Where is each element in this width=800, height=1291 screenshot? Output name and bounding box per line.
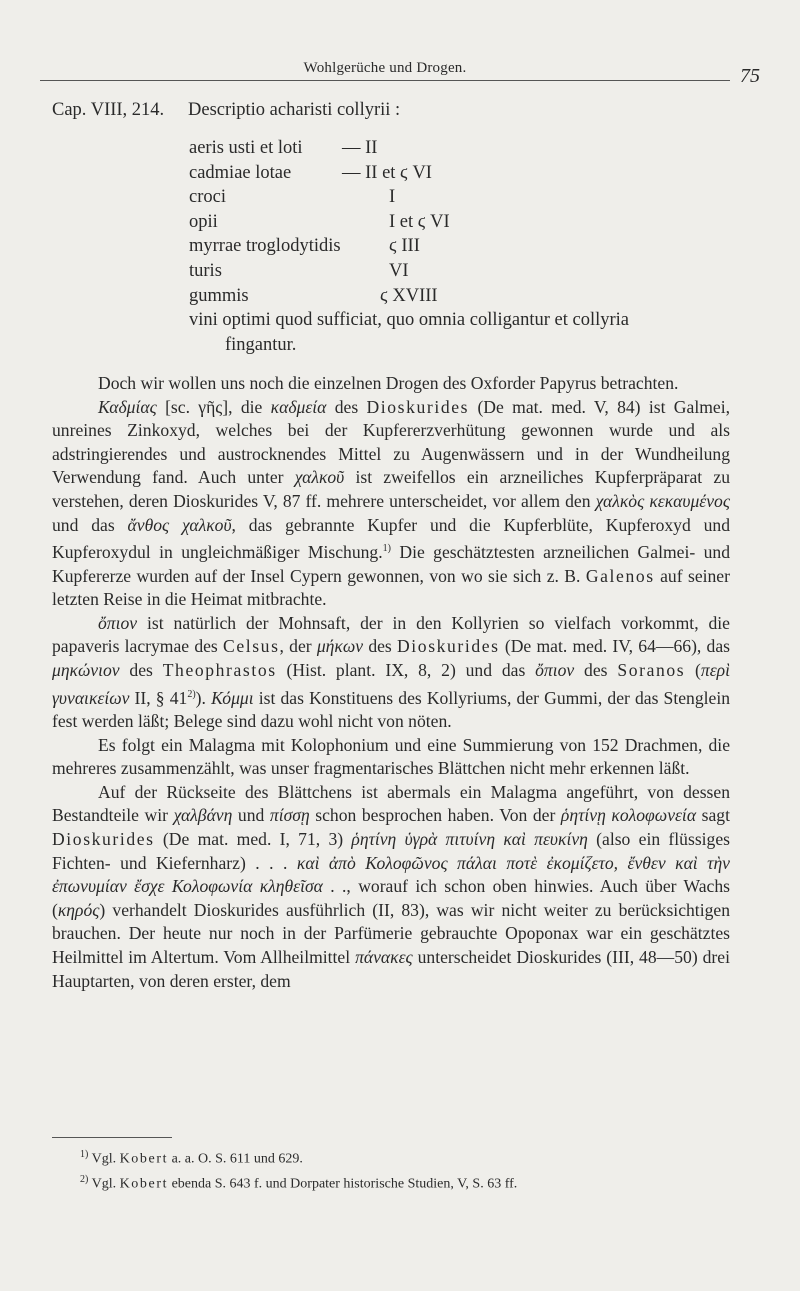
page-number: 75 <box>740 65 760 87</box>
ingredient: myrrae troglodytidis <box>189 236 341 257</box>
greek-term: ἄνθος χαλκοῦ <box>127 514 232 535</box>
greek-term: χαλκοῦ <box>294 467 345 488</box>
recipe-row <box>189 136 729 161</box>
text: ). <box>195 687 212 708</box>
recipe-row <box>189 284 729 309</box>
author-name: Dioskurides <box>366 396 470 417</box>
recipe-instruction-line: fingantur. <box>225 334 297 355</box>
text: und <box>232 805 270 826</box>
text: II, § 41 <box>129 687 188 708</box>
amount: ϛ XVIII <box>380 285 438 306</box>
paragraph: Doch wir wollen uns noch die einzelnen Drogen des Oxforder Papyrus betrachten. <box>98 373 679 393</box>
greek-term: πίσσῃ <box>269 805 310 826</box>
greek-term: περὶ γυναικείων <box>52 659 731 708</box>
paragraph <box>52 396 730 612</box>
ingredient: turis <box>189 260 222 281</box>
chapter-reference <box>52 100 400 121</box>
greek-term: χαλβάνη <box>173 805 233 826</box>
recipe-row <box>189 210 729 235</box>
author-name: Dioskurides <box>52 829 155 849</box>
text: . ., worauf ich schon oben hinwies. Auch über Wachs ( <box>52 876 730 920</box>
footnote-mark: 1) <box>80 1149 89 1160</box>
author-name: Kobert <box>119 1176 169 1192</box>
text: ( <box>685 659 701 680</box>
running-head <box>40 60 760 87</box>
text: des <box>574 659 618 680</box>
footnote-mark: 2) <box>80 1173 89 1185</box>
greek-term: πάνακες <box>355 946 413 967</box>
greek-quotation: καὶ ἀπὸ Κολοφῶνος πάλαι ποτὲ ἐκομίζετο, ἔνθεν καὶ τὴν ἐπωνυμίαν ἔσχε Κολοφωνία κληθεῖσα <box>52 852 730 897</box>
text: unterscheidet Dioskurides (III, 48—50) drei Hauptarten, von deren erster, dem <box>52 946 730 991</box>
recipe-row <box>189 185 729 210</box>
recipe-list <box>189 136 729 357</box>
recipe-row <box>189 259 729 284</box>
text: des <box>326 396 367 417</box>
text: sagt <box>696 805 730 826</box>
author-name: Soranos <box>617 659 686 680</box>
text: schon besprochen haben. Von der <box>309 805 561 826</box>
paragraph <box>52 781 730 993</box>
recipe-instruction-line: vini optimi quod sufficiat, quo omnia colligantur et collyria <box>189 310 629 331</box>
greek-term: καδμεία <box>270 396 327 417</box>
text: ist natürlich der Mohnsaft, der in den Kollyrien so vielfach vorkommt, die papaveris lacrymae des <box>52 612 730 657</box>
text: a. a. O. S. 611 und 629. <box>168 1151 303 1167</box>
text: auf seiner letzten Reise in die Heimat mitbrachte. <box>52 565 730 610</box>
text: (De mat. med. V, 84) ist Galmei, unreines Zinkoxyd, welches bei der Kupfererzverhütung gewonnen wurde und als adstringierendes und austrocknendes Mittel zu Augenwässern und in der Wundheilung Verwendung fand. Auch unter <box>52 396 730 488</box>
recipe-instruction <box>189 308 729 357</box>
ingredient: aeris usti et loti <box>189 138 303 158</box>
author-name: Theophrastos <box>162 659 277 680</box>
text: und das <box>52 514 128 535</box>
text: [sc. γῆς], die <box>156 396 271 417</box>
text: des <box>363 636 397 657</box>
text: Vgl. <box>88 1151 120 1167</box>
text: (Hist. plant. IX, 8, 2) und das <box>276 659 536 680</box>
footnote-ref: 2) <box>187 688 196 700</box>
author-name: Dioskurides <box>397 636 500 657</box>
footnote <box>80 1145 730 1170</box>
greek-term: Καδμίας <box>98 396 157 417</box>
chapter-label: Cap. VIII, 214. <box>52 100 165 120</box>
greek-term: ὄπιον <box>535 659 575 680</box>
text: ist das Konstituens des Kollyriums, der Gummi, der das Stenglein fest werden läßt; Belege sind dazu wohl nicht von nöten. <box>52 687 731 732</box>
recipe-row <box>189 161 729 186</box>
greek-term: κηρός <box>57 899 100 920</box>
author-name: Galenos <box>585 565 655 586</box>
recipe-title: Descriptio acharisti collyrii : <box>188 100 401 120</box>
paragraph <box>52 612 730 734</box>
ingredient: cadmiae lotae <box>189 162 292 183</box>
text: ) verhandelt Dioskurides ausführlich (II, 83), was wir nicht weiter zu berücksichtigen brauchen. Der heute nur noch in der Parfümerie gebrauchte Opoponax war ein geschätztes Heilmittel im Altertum. Vom Allheilmittel <box>52 899 730 967</box>
greek-term: μηκώνιον <box>52 659 120 680</box>
ingredient: gummis <box>189 285 249 306</box>
text: ebenda S. 643 f. und Dorpater historische Studien, V, S. 63 ff. <box>168 1176 518 1192</box>
text: , der <box>279 636 317 657</box>
footnote <box>80 1170 730 1195</box>
running-title: Wohlgerüche und Drogen. <box>303 60 467 76</box>
footnote-divider <box>52 1137 172 1138</box>
text: des <box>119 659 163 680</box>
recipe-row <box>189 234 729 259</box>
amount: VI <box>389 260 409 281</box>
amount: I et ϛ VI <box>389 211 450 232</box>
greek-term: Κόμμι <box>211 687 254 708</box>
author-name: Kobert <box>119 1151 169 1167</box>
greek-term: μήκων <box>316 636 364 657</box>
amount: — II et ϛ VI <box>342 162 432 183</box>
greek-term: ῥητίνῃ κολοφωνεία <box>560 805 697 826</box>
text: (also ein flüssiges Fichten- und Kiefernharz) . . . <box>52 829 731 873</box>
greek-term: χαλκὸς κεκαυμένος <box>595 490 730 511</box>
text: Die geschätztesten arzneilichen Galmei- und Kupfererze wurden auf der Insel Cypern gewonnen, von wo sie sich z. B. <box>52 542 730 586</box>
text: Vgl. <box>88 1176 120 1192</box>
text: (De mat. med. I, 71, 3) <box>154 829 352 849</box>
body-text <box>52 372 730 993</box>
ingredient: opii <box>189 211 218 232</box>
footnote-ref: 1) <box>382 543 391 555</box>
text: Auf der Rückseite des Blättchens ist abermals ein Malagma angeführt, von dessen Bestandteile wir <box>52 781 730 826</box>
text: , das gebrannte Kupfer und die Kupferblüte, Kupferoxyd und Kupferoxydul in ungleichmäßiger Mischung. <box>52 514 730 563</box>
author-name: Celsus <box>223 636 280 657</box>
greek-term: ῥητίνη ὑγρὰ πιτυίνη καὶ πευκίνη <box>351 829 588 849</box>
text: (De mat. med. IV, 64—66), das <box>499 636 730 657</box>
text: ist zweifellos ein arzneiliches Kupferpräparat zu verstehen, deren Dioskurides V, 87 ff. mehrere unterscheidet, vor allem den <box>52 467 731 511</box>
paragraph: Es folgt ein Malagma mit Kolophonium und eine Summierung von 152 Drachmen, die mehreres zusammenzählt, was unser fragmentarisches Blättchen nicht mehr erkennen läßt. <box>52 734 730 779</box>
ingredient: croci <box>189 187 226 208</box>
amount: — II <box>342 138 378 158</box>
amount: I <box>389 187 396 208</box>
greek-term: ὄπιον <box>98 612 138 633</box>
footnotes <box>80 1145 730 1194</box>
amount: ϛ III <box>389 236 420 257</box>
